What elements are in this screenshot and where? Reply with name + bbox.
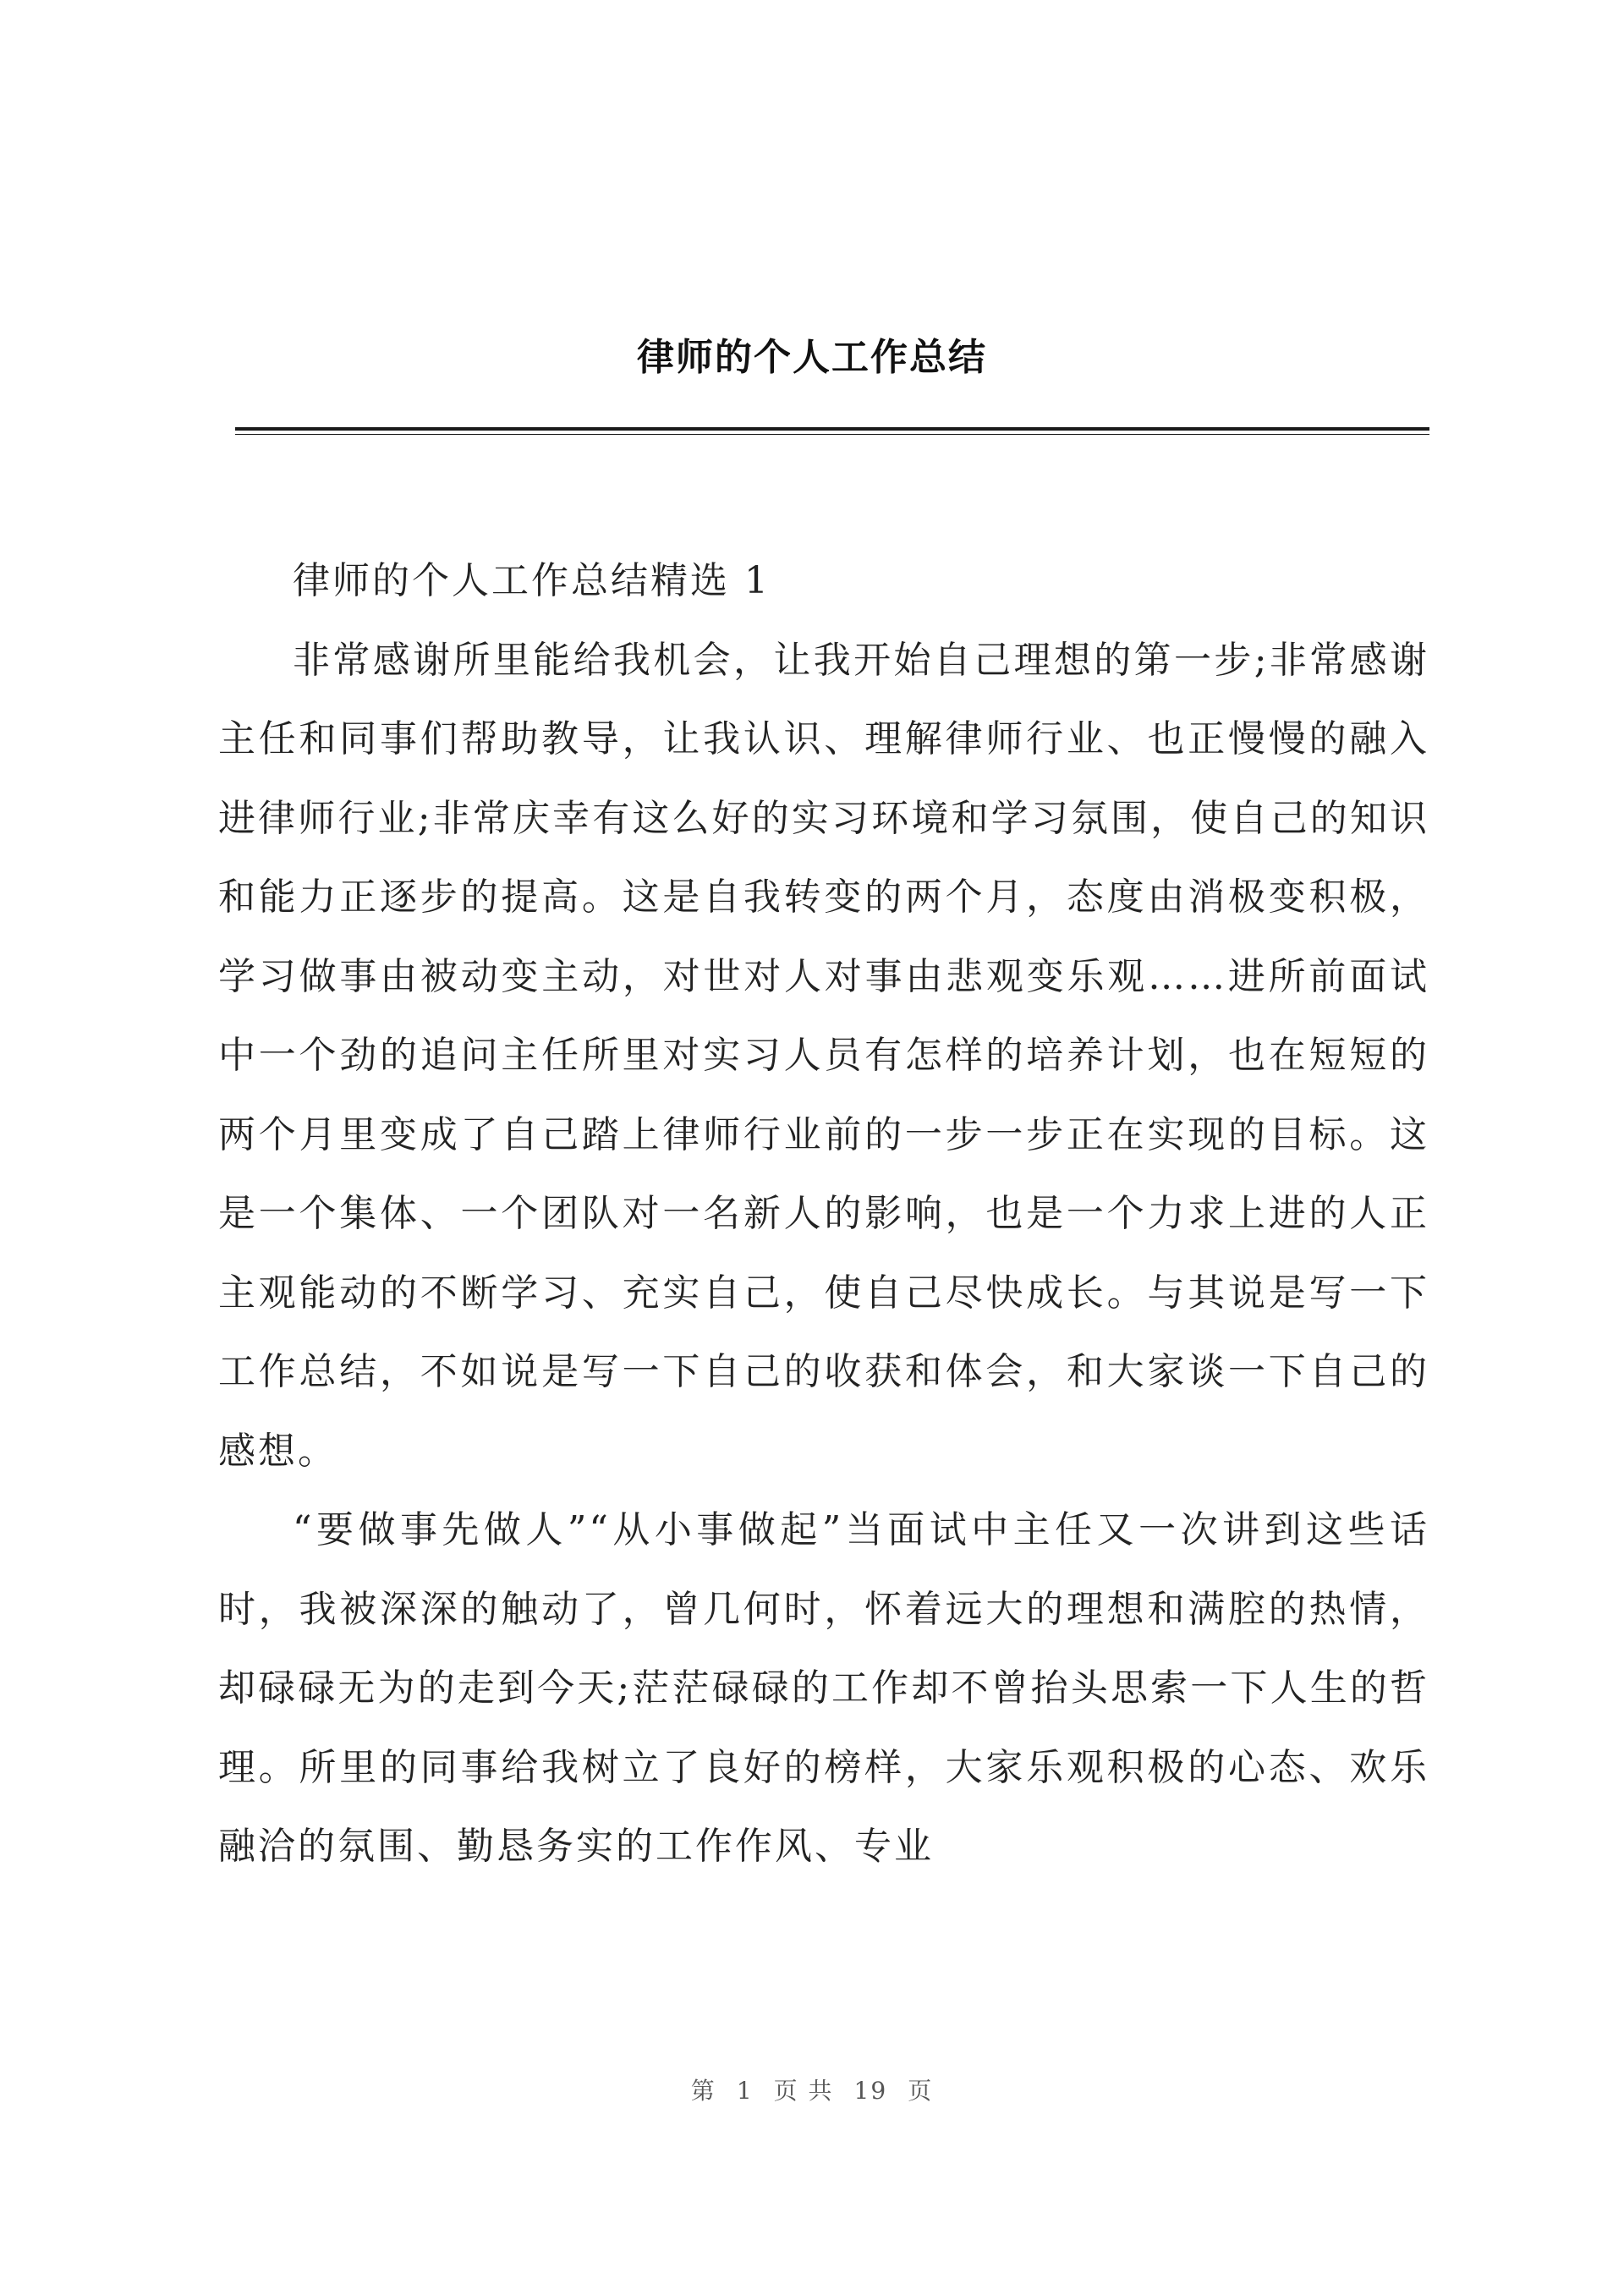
document-body bbox=[218, 541, 1429, 1886]
section-heading: 律师的个人工作总结精选 1 bbox=[293, 559, 771, 602]
footer-prefix: 第 bbox=[690, 2077, 716, 2105]
paragraph-1: 非常感谢所里能给我机会，让我开始自己理想的第一步;非常感谢主任和同事们帮助教导，让我认识、理解律师行业、也正慢慢的融入进律师行业;非常庆幸有这么好的实习环境和学习氛围，使自己的知识和能力正逐步的提高。这是自我转变的两个月，态度由消极变积极，学习做事由被动变主动，对世对人对事由悲观变乐观……进所前面试中一个劲的追问主任所里对实习人员有怎样的培养计划，也在短短的两个月里变成了自己踏上律师行业前的一步一步正在实现的目标。这是一个集体、一个团队对一名新人的影响，也是一个力求上进的人正主观能动的不断学习、充实自己，使自己尽快成长。与其说是写一下工作总结，不如说是写一下自己的收获和体会，和大家谈一下自己的感想。 bbox=[218, 638, 1429, 1473]
page-footer bbox=[0, 2073, 1624, 2106]
title-divider-thick bbox=[235, 427, 1429, 431]
footer-total-pages: 19 bbox=[853, 2077, 888, 2105]
title-divider-thin bbox=[235, 434, 1429, 435]
footer-suffix: 页 bbox=[908, 2077, 934, 2105]
paragraph-2: “要做事先做人”“从小事做起”当面试中主任又一次讲到这些话时，我被深深的触动了，曾几何时，怀着远大的理想和满腔的热情，却碌碌无为的走到今天;茫茫碌碌的工作却不曾抬头思索一下人生的哲理。所里的同事给我树立了良好的榜样，大家乐观积极的心态、欢乐融洽的氛围、勤恳务实的工作作风、专业 bbox=[218, 1508, 1429, 1868]
footer-middle: 页 共 bbox=[773, 2077, 834, 2105]
document-title: 律师的个人工作总结 bbox=[637, 336, 987, 379]
footer-current-page: 1 bbox=[736, 2077, 754, 2105]
